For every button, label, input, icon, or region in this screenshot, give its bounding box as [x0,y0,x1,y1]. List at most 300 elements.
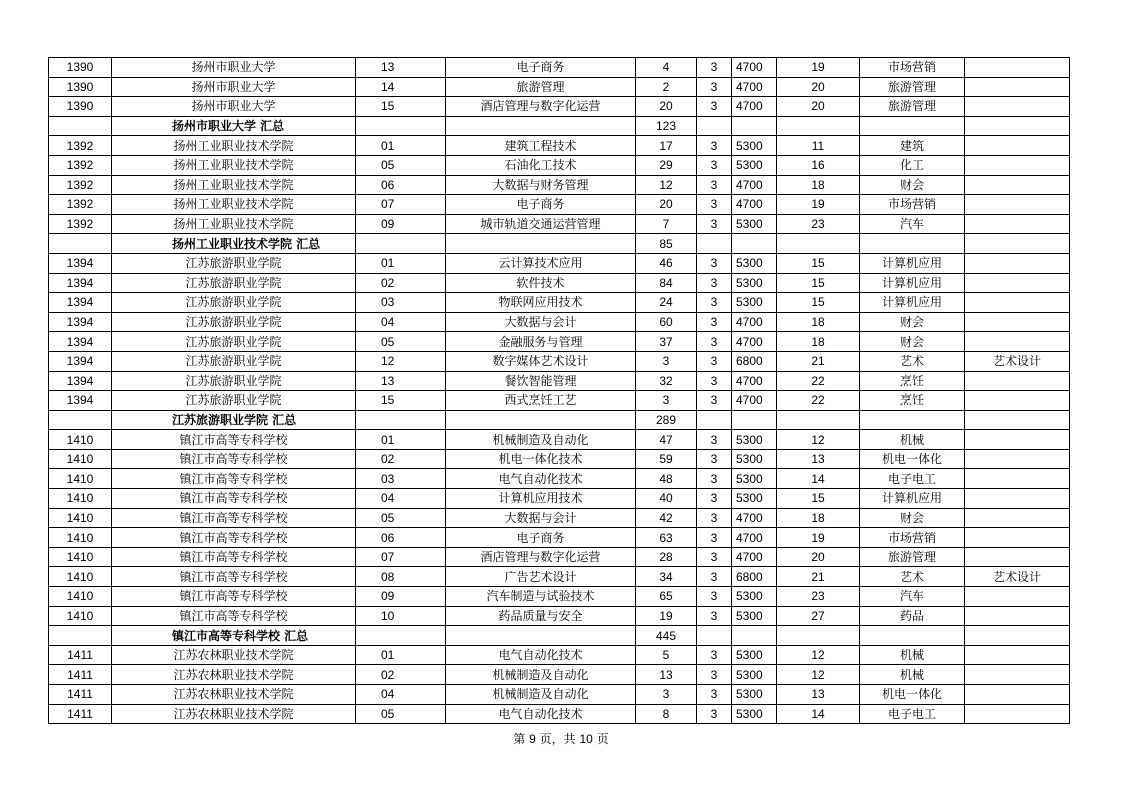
plan-count-cell: 123 [636,116,697,136]
school-code-cell: 1394 [49,253,112,273]
category-name-cell: 艺术 [860,567,965,587]
plan-count-cell: 5 [636,645,697,665]
plan-count-cell: 8 [636,704,697,724]
major-name-cell: 酒店管理与数字化运营 [446,97,636,117]
category-name-cell: 机电一体化 [860,449,965,469]
school-name-cell: 江苏旅游职业学院 [112,332,356,352]
major-name-cell: 大数据与会计 [446,508,636,528]
duration-cell: 3 [697,645,732,665]
duration-cell: 3 [697,547,732,567]
remark-cell [965,685,1070,705]
major-code-cell: 02 [356,449,446,469]
tuition-cell: 4700 [732,58,777,78]
school-code-cell: 1392 [49,195,112,215]
plan-count-cell: 59 [636,449,697,469]
table-row [49,253,1070,273]
school-name-cell: 江苏旅游职业学院 [112,293,356,313]
major-name-cell: 城市轨道交通运营管理 [446,214,636,234]
category-code-cell: 23 [777,214,860,234]
school-code-cell: 1392 [49,214,112,234]
school-name-cell: 江苏农林职业技术学院 [112,665,356,685]
school-code-cell [49,234,112,254]
category-name-cell: 财会 [860,508,965,528]
school-code-cell: 1392 [49,136,112,156]
category-code-cell: 19 [777,195,860,215]
category-code-cell: 12 [777,645,860,665]
category-name-cell: 电子电工 [860,469,965,489]
major-name-cell [446,116,636,136]
category-name-cell: 烹饪 [860,391,965,411]
duration-cell: 3 [697,214,732,234]
plan-count-cell: 289 [636,410,697,430]
duration-cell: 3 [697,175,732,195]
school-name-cell: 扬州市职业大学 [112,97,356,117]
plan-count-cell: 65 [636,587,697,607]
remark-cell [965,253,1070,273]
duration-cell: 3 [697,312,732,332]
major-code-cell: 09 [356,214,446,234]
table-row [49,449,1070,469]
school-name-cell: 镇江市高等专科学校 汇总 [112,626,356,646]
category-name-cell: 旅游管理 [860,77,965,97]
major-code-cell: 13 [356,58,446,78]
major-name-cell: 数字媒体艺术设计 [446,351,636,371]
remark-cell [965,587,1070,607]
major-name-cell: 物联网应用技术 [446,293,636,313]
category-code-cell: 19 [777,528,860,548]
plan-count-cell: 24 [636,293,697,313]
duration-cell: 3 [697,567,732,587]
major-code-cell: 01 [356,136,446,156]
major-name-cell: 机械制造及自动化 [446,430,636,450]
school-name-cell: 镇江市高等专科学校 [112,567,356,587]
school-code-cell: 1394 [49,332,112,352]
major-code-cell [356,234,446,254]
category-name-cell: 计算机应用 [860,253,965,273]
school-code-cell: 1410 [49,508,112,528]
table-row [49,391,1070,411]
school-name-cell: 扬州工业职业技术学院 [112,214,356,234]
major-code-cell: 05 [356,704,446,724]
school-name-cell: 江苏旅游职业学院 [112,273,356,293]
remark-cell [965,234,1070,254]
remark-cell [965,155,1070,175]
school-name-cell: 镇江市高等专科学校 [112,430,356,450]
category-name-cell: 市场营销 [860,58,965,78]
tuition-cell: 4700 [732,175,777,195]
subtotal-row [49,626,1070,646]
major-code-cell: 05 [356,155,446,175]
tuition-cell: 5300 [732,214,777,234]
school-code-cell [49,116,112,136]
school-code-cell: 1410 [49,587,112,607]
school-name-cell: 镇江市高等专科学校 [112,528,356,548]
remark-cell: 艺术设计 [965,351,1070,371]
duration-cell: 3 [697,136,732,156]
category-code-cell: 19 [777,58,860,78]
table-row [49,685,1070,705]
school-code-cell: 1394 [49,391,112,411]
plan-count-cell: 19 [636,606,697,626]
duration-cell: 3 [697,489,732,509]
major-name-cell: 餐饮智能管理 [446,371,636,391]
tuition-cell: 6800 [732,567,777,587]
major-code-cell: 04 [356,685,446,705]
category-code-cell [777,234,860,254]
remark-cell: 艺术设计 [965,567,1070,587]
school-name-cell: 江苏农林职业技术学院 [112,685,356,705]
school-name-cell: 镇江市高等专科学校 [112,587,356,607]
major-name-cell [446,234,636,254]
plan-count-cell: 28 [636,547,697,567]
school-code-cell: 1392 [49,155,112,175]
remark-cell [965,312,1070,332]
plan-count-cell: 84 [636,273,697,293]
plan-count-cell: 34 [636,567,697,587]
remark-cell [965,508,1070,528]
major-code-cell: 04 [356,489,446,509]
category-code-cell: 15 [777,253,860,273]
subtotal-row [49,116,1070,136]
category-code-cell: 13 [777,685,860,705]
school-name-cell: 扬州市职业大学 [112,58,356,78]
table-row [49,547,1070,567]
duration-cell: 3 [697,391,732,411]
category-code-cell: 16 [777,155,860,175]
tuition-cell: 4700 [732,547,777,567]
tuition-cell [732,234,777,254]
footer-total-pages: 10 [579,732,593,746]
plan-count-cell: 12 [636,175,697,195]
school-code-cell: 1394 [49,273,112,293]
plan-count-cell: 60 [636,312,697,332]
category-name-cell: 机械 [860,645,965,665]
category-code-cell: 20 [777,77,860,97]
duration-cell: 3 [697,685,732,705]
major-code-cell: 06 [356,175,446,195]
tuition-cell: 5300 [732,685,777,705]
category-name-cell: 财会 [860,175,965,195]
table-row [49,332,1070,352]
table-row [49,136,1070,156]
enrollment-table-body [49,58,1070,724]
school-name-cell: 江苏旅游职业学院 [112,253,356,273]
remark-cell [965,293,1070,313]
duration-cell: 3 [697,293,732,313]
category-name-cell: 财会 [860,312,965,332]
category-name-cell: 电子电工 [860,704,965,724]
school-name-cell: 镇江市高等专科学校 [112,489,356,509]
major-name-cell [446,626,636,646]
school-name-cell: 镇江市高等专科学校 [112,547,356,567]
plan-count-cell: 47 [636,430,697,450]
plan-count-cell: 46 [636,253,697,273]
school-name-cell: 镇江市高等专科学校 [112,606,356,626]
table-row [49,273,1070,293]
remark-cell [965,77,1070,97]
tuition-cell: 5300 [732,645,777,665]
table-row [49,606,1070,626]
category-name-cell: 旅游管理 [860,97,965,117]
category-code-cell: 11 [777,136,860,156]
category-name-cell: 机械 [860,430,965,450]
category-code-cell: 18 [777,332,860,352]
duration-cell [697,410,732,430]
remark-cell [965,626,1070,646]
duration-cell: 3 [697,371,732,391]
category-code-cell: 22 [777,371,860,391]
major-code-cell: 05 [356,508,446,528]
school-code-cell: 1390 [49,97,112,117]
tuition-cell: 5300 [732,293,777,313]
category-name-cell: 财会 [860,332,965,352]
major-name-cell: 药品质量与安全 [446,606,636,626]
category-code-cell: 13 [777,449,860,469]
table-row [49,175,1070,195]
school-code-cell: 1411 [49,645,112,665]
remark-cell [965,58,1070,78]
category-name-cell [860,116,965,136]
category-code-cell: 14 [777,704,860,724]
subtotal-row [49,410,1070,430]
category-code-cell: 23 [777,587,860,607]
footer-suffix: 页 [596,732,609,746]
tuition-cell: 5300 [732,136,777,156]
school-name-cell: 镇江市高等专科学校 [112,508,356,528]
remark-cell [965,391,1070,411]
duration-cell: 3 [697,97,732,117]
school-name-cell: 江苏旅游职业学院 [112,391,356,411]
major-code-cell [356,410,446,430]
major-code-cell: 09 [356,587,446,607]
remark-cell [965,195,1070,215]
plan-count-cell: 85 [636,234,697,254]
plan-count-cell: 40 [636,489,697,509]
major-code-cell: 14 [356,77,446,97]
duration-cell: 3 [697,332,732,352]
tuition-cell: 4700 [732,528,777,548]
major-name-cell: 电子商务 [446,58,636,78]
major-code-cell: 02 [356,273,446,293]
major-code-cell: 08 [356,567,446,587]
remark-cell [965,665,1070,685]
major-code-cell: 03 [356,469,446,489]
major-code-cell: 07 [356,195,446,215]
school-code-cell [49,626,112,646]
category-name-cell: 汽车 [860,587,965,607]
duration-cell: 3 [697,195,732,215]
school-name-cell: 江苏农林职业技术学院 [112,704,356,724]
category-code-cell: 14 [777,469,860,489]
remark-cell [965,97,1070,117]
table-row [49,430,1070,450]
duration-cell: 3 [697,449,732,469]
table-row [49,293,1070,313]
major-name-cell: 汽车制造与试验技术 [446,587,636,607]
school-name-cell: 江苏旅游职业学院 [112,312,356,332]
major-name-cell: 旅游管理 [446,77,636,97]
duration-cell: 3 [697,508,732,528]
remark-cell [965,469,1070,489]
category-code-cell: 20 [777,547,860,567]
remark-cell [965,430,1070,450]
school-name-cell: 江苏农林职业技术学院 [112,645,356,665]
school-code-cell: 1410 [49,567,112,587]
duration-cell [697,116,732,136]
category-name-cell: 艺术 [860,351,965,371]
remark-cell [965,547,1070,567]
plan-count-cell: 20 [636,195,697,215]
duration-cell: 3 [697,704,732,724]
category-code-cell: 20 [777,97,860,117]
major-name-cell: 大数据与财务管理 [446,175,636,195]
school-code-cell: 1410 [49,547,112,567]
footer-page-number: 9 [529,732,536,746]
category-code-cell: 18 [777,508,860,528]
tuition-cell: 5300 [732,606,777,626]
category-name-cell: 烹饪 [860,371,965,391]
tuition-cell [732,116,777,136]
table-row [49,195,1070,215]
plan-count-cell: 2 [636,77,697,97]
table-row [49,528,1070,548]
major-code-cell [356,116,446,136]
school-code-cell: 1410 [49,489,112,509]
tuition-cell: 5300 [732,155,777,175]
category-name-cell: 化工 [860,155,965,175]
category-name-cell: 旅游管理 [860,547,965,567]
remark-cell [965,273,1070,293]
category-name-cell: 市场营销 [860,195,965,215]
plan-count-cell: 63 [636,528,697,548]
major-code-cell: 03 [356,293,446,313]
major-code-cell: 12 [356,351,446,371]
category-code-cell: 21 [777,351,860,371]
major-name-cell: 机械制造及自动化 [446,665,636,685]
category-name-cell: 计算机应用 [860,489,965,509]
tuition-cell: 4700 [732,332,777,352]
plan-count-cell: 7 [636,214,697,234]
tuition-cell: 5300 [732,273,777,293]
footer-prefix: 第 [513,732,526,746]
duration-cell: 3 [697,77,732,97]
subtotal-row [49,234,1070,254]
school-code-cell: 1410 [49,430,112,450]
major-code-cell: 02 [356,665,446,685]
table-row [49,587,1070,607]
category-name-cell: 汽车 [860,214,965,234]
category-code-cell: 15 [777,293,860,313]
category-name-cell: 计算机应用 [860,273,965,293]
tuition-cell: 4700 [732,77,777,97]
duration-cell: 3 [697,351,732,371]
category-code-cell [777,626,860,646]
major-code-cell: 07 [356,547,446,567]
duration-cell: 3 [697,665,732,685]
major-code-cell [356,626,446,646]
remark-cell [965,704,1070,724]
major-name-cell: 电子商务 [446,528,636,548]
major-name-cell: 电气自动化技术 [446,645,636,665]
school-code-cell: 1390 [49,58,112,78]
major-code-cell: 01 [356,430,446,450]
table-row [49,567,1070,587]
duration-cell: 3 [697,430,732,450]
remark-cell [965,116,1070,136]
school-name-cell: 扬州工业职业技术学院 汇总 [112,234,356,254]
category-name-cell: 市场营销 [860,528,965,548]
remark-cell [965,136,1070,156]
tuition-cell: 4700 [732,312,777,332]
duration-cell: 3 [697,606,732,626]
school-code-cell: 1394 [49,371,112,391]
major-code-cell: 01 [356,253,446,273]
school-code-cell: 1410 [49,606,112,626]
category-code-cell: 18 [777,175,860,195]
table-row [49,704,1070,724]
major-name-cell: 机械制造及自动化 [446,685,636,705]
school-code-cell: 1392 [49,175,112,195]
major-code-cell: 06 [356,528,446,548]
table-row [49,58,1070,78]
category-code-cell [777,116,860,136]
tuition-cell [732,410,777,430]
remark-cell [965,175,1070,195]
major-name-cell [446,410,636,430]
plan-count-cell: 445 [636,626,697,646]
plan-count-cell: 32 [636,371,697,391]
major-name-cell: 大数据与会计 [446,312,636,332]
school-code-cell: 1411 [49,685,112,705]
category-name-cell [860,626,965,646]
school-name-cell: 江苏旅游职业学院 汇总 [112,410,356,430]
category-name-cell [860,234,965,254]
category-code-cell: 18 [777,312,860,332]
school-code-cell: 1394 [49,312,112,332]
duration-cell: 3 [697,155,732,175]
category-name-cell: 计算机应用 [860,293,965,313]
duration-cell [697,234,732,254]
remark-cell [965,449,1070,469]
school-name-cell: 扬州市职业大学 汇总 [112,116,356,136]
major-code-cell: 13 [356,371,446,391]
school-name-cell: 扬州市职业大学 [112,77,356,97]
category-name-cell: 建筑 [860,136,965,156]
major-name-cell: 金融服务与管理 [446,332,636,352]
table-row [49,508,1070,528]
plan-count-cell: 3 [636,391,697,411]
major-name-cell: 云计算技术应用 [446,253,636,273]
table-row [49,489,1070,509]
school-name-cell: 镇江市高等专科学校 [112,449,356,469]
enrollment-table [48,57,1070,724]
school-code-cell: 1390 [49,77,112,97]
tuition-cell: 5300 [732,430,777,450]
school-name-cell: 江苏旅游职业学院 [112,351,356,371]
table-row [49,97,1070,117]
major-name-cell: 机电一体化技术 [446,449,636,469]
major-code-cell: 15 [356,97,446,117]
school-code-cell: 1394 [49,293,112,313]
category-name-cell: 药品 [860,606,965,626]
category-code-cell [777,410,860,430]
remark-cell [965,645,1070,665]
plan-count-cell: 29 [636,155,697,175]
major-name-cell: 计算机应用技术 [446,489,636,509]
tuition-cell: 5300 [732,469,777,489]
plan-count-cell: 42 [636,508,697,528]
tuition-cell: 6800 [732,351,777,371]
